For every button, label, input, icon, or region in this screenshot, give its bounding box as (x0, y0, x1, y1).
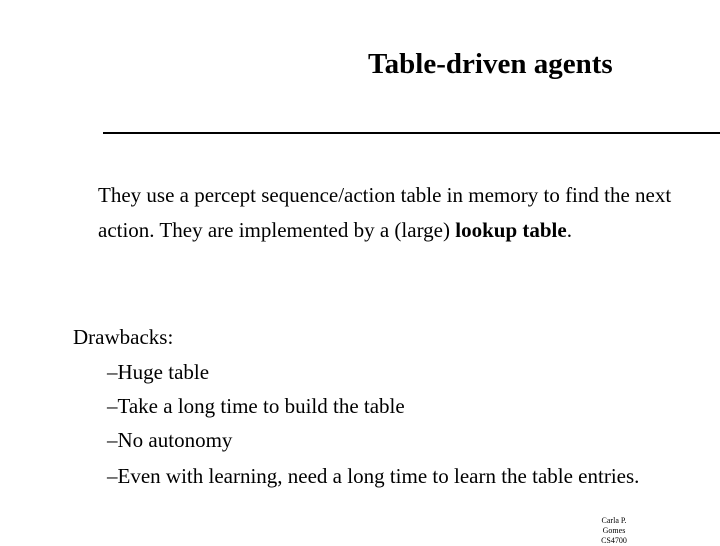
slide-title: Table-driven agents (368, 48, 613, 80)
drawback-item: –Take a long time to build the table (107, 394, 405, 418)
intro-paragraph (98, 178, 698, 248)
slide-footer (590, 516, 638, 546)
drawback-item: –No autonomy (107, 428, 233, 452)
footer-course: CS4700 (601, 536, 627, 545)
title-divider (103, 132, 720, 134)
intro-bold-term: lookup table (455, 218, 567, 242)
intro-end: . (566, 218, 572, 242)
drawbacks-heading: Drawbacks: (73, 325, 174, 349)
footer-author: Carla P. Gomes (601, 516, 627, 535)
drawback-item: –Even with learning, need a long time to learn the table entries. (107, 464, 640, 488)
drawbacks-list (107, 355, 687, 491)
drawback-item: –Huge table (107, 360, 210, 384)
intro-text: They use a percept sequence/action table in memory to find the next action. They are implemented by a (large) (98, 183, 672, 242)
